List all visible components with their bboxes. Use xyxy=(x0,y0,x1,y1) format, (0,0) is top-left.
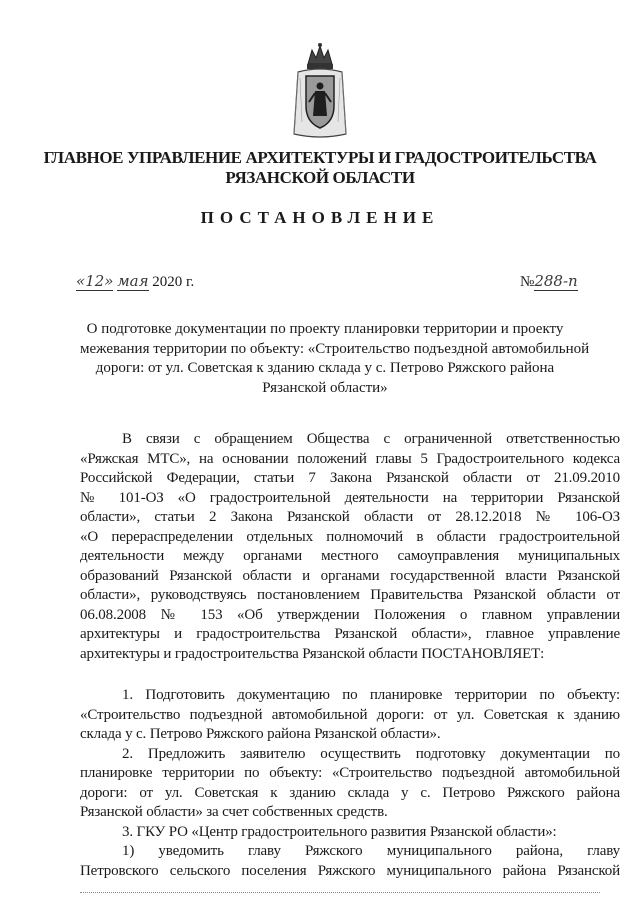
coat-of-arms-icon xyxy=(288,42,352,142)
org-name-line1: ГЛАВНОЕ УПРАВЛЕНИЕ АРХИТЕКТУРЫ И ГРАДОСТРОИТЕЛЬСТВА xyxy=(43,148,597,167)
preamble-line: Российской Федерации, статьи 7 Закона Рязанской области от 21.09.2010 xyxy=(80,470,620,486)
date-year: 2020 г. xyxy=(152,274,195,290)
preamble-line: архитектуры и градостроительства Рязанской области», главное управление xyxy=(80,626,620,642)
item-1-line: «Строительство подъездной автомобильной дороги: от ул. Советская к зданию xyxy=(80,706,620,723)
item-1-line: склада у с. Петрово Ряжского района Рязанской области». xyxy=(80,726,441,742)
preamble-line: деятельности между органами местного самоуправления муниципальных xyxy=(80,548,620,564)
document-type: ПОСТАНОВЛЕНИЕ xyxy=(200,208,440,227)
preamble-line: области», статьи 2 Закона Рязанской области от 28.12.2018 № 106-ОЗ xyxy=(80,509,620,525)
item-3-1-line: 1) уведомить главу Ряжского муниципального района, главу xyxy=(122,843,620,859)
date-month: мая xyxy=(117,272,149,290)
preamble-line: архитектуры и градостроительства Рязанской области ПОСТАНОВЛЯЕТ: xyxy=(80,645,545,662)
document-body xyxy=(80,430,620,881)
subject-line: межевания территории по объекту: «Строительство подъездной автомобильной xyxy=(80,340,590,357)
scan-edge-divider xyxy=(80,892,600,894)
date-close-quote: » xyxy=(104,272,114,290)
date-open-quote: « xyxy=(76,272,86,290)
item-2-line: дороги: от ул. Советская к зданию склада у с. Петрово Ряжского района xyxy=(80,784,620,801)
subject-line: дороги: от ул. Советская к зданию склада у с. Петрово Ряжского района xyxy=(95,360,555,376)
item-2-line: Рязанской области» за счет собственных средств. xyxy=(80,804,388,820)
number-value: 288-п xyxy=(534,272,578,290)
document-date xyxy=(76,272,194,291)
item-3-line: 3. ГКУ РО «Центр градостроительного развития Рязанской области»: xyxy=(122,823,557,840)
org-name-line2: РЯЗАНСКОЙ ОБЛАСТИ xyxy=(225,168,415,187)
item-2-line: 2. Предложить заявителю осуществить подготовку документации по xyxy=(122,745,620,762)
preamble-line: 06.08.2008 № 153 «Об утверждении Положения о главном управлении xyxy=(80,606,620,623)
subject-line: О подготовке документации по проекту планировки территории и проекту xyxy=(86,321,564,337)
preamble-line: образований Рязанской области и органами государственной власти Рязанской xyxy=(80,567,620,584)
preamble-line: «Ряжская МТС», на основании положений главы 5 Градостроительного кодекса xyxy=(80,450,620,467)
item-2-line: планировке территории по объекту: «Строительство подъездной автомобильной xyxy=(80,765,620,781)
item-3-1-line: Петровского сельского поселения Ряжского муниципального района Рязанской xyxy=(80,862,620,879)
preamble-line: «О перераспределении отдельных полномочий в области градостроительной xyxy=(80,528,620,545)
preamble-line: № 101-ОЗ «О градостроительной деятельности на территории Рязанской xyxy=(80,489,620,506)
number-sign: № xyxy=(520,274,535,290)
subject-line: Рязанской области» xyxy=(262,379,388,396)
item-1-line: 1. Подготовить документацию по планировке территории по объекту: xyxy=(122,687,620,703)
document-subject xyxy=(80,320,590,398)
preamble-line: В связи с обращением Общества с ограниченной ответственностью xyxy=(122,431,620,447)
document-number xyxy=(520,272,578,291)
preamble-line: области», руководствуясь постановлением Правительства Рязанской области от xyxy=(80,587,620,603)
date-day: 12 xyxy=(85,272,105,290)
